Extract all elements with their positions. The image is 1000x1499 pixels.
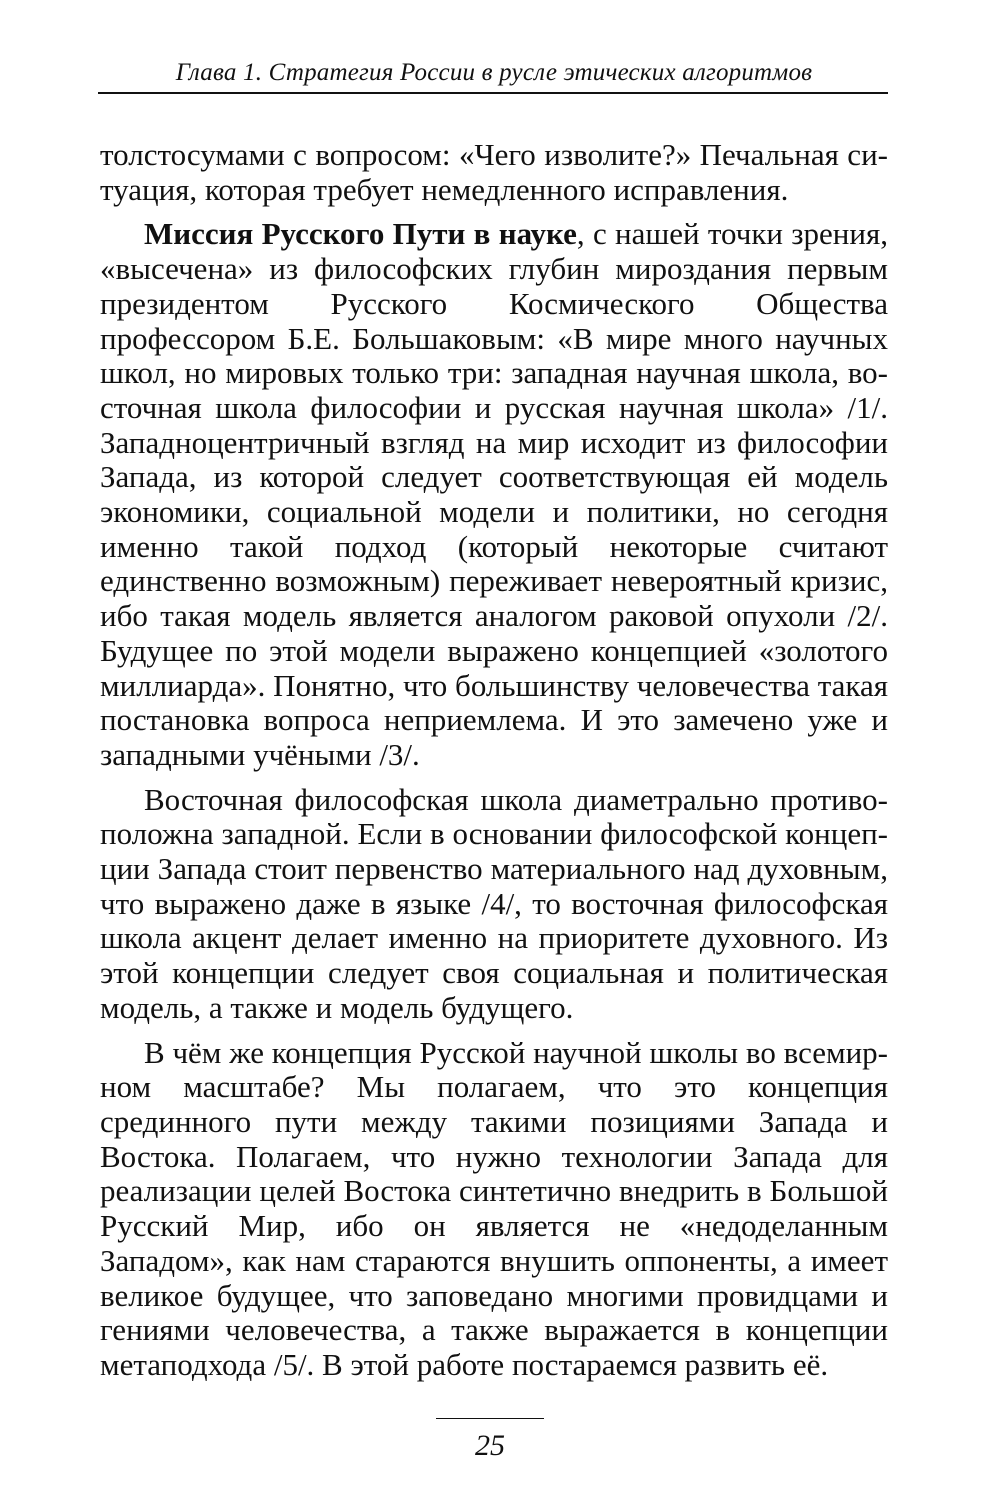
paragraph-1: толстосумами с вопросом: «Чего изволите?» Печальная ситуация, которая требует немедленного исправления.	[100, 137, 888, 207]
paragraph-3: Восточная философская школа диаметрально противоположна западной. Если в основании философской концепции Запада стоит первенство материального над духовным, что выражено даже в языке /4/, то восточная философская школа акцент делает именно на приоритете духовного. Из этой концепции следует своя социальная и политическая модель, а также и модель будущего.	[100, 781, 888, 1025]
paragraph-2-text: , с нашей точки зрения, «высечена» из философских глубин мироздания первым президентом Русского Космического Общества профессором Б.Е. Большаковым: «В мире много научных школ, но мировых только три: западная научная школа, восточная школа философии и русская научная школа» /1/. Западноцентричный взгляд на мир исходит из философии Запада, из которой следует соответствующая ей модель экономики, социальной модели и политики, но сегодня именно такой подход (который некоторые считают единственно возможным) переживает невероятный кризис, ибо такая модель является аналогом раковой опухоли /2/. Будущее по этой модели выражено концепцией «золотого миллиарда». Понятно, что большинству человечества такая постановка вопроса неприемлема. И это замечено уже и западными учёными /3/.	[100, 216, 888, 772]
header-rule	[98, 92, 888, 94]
paragraph-2-bold-lead: Миссия Русского Пути в науке	[144, 216, 577, 252]
paragraph-2	[100, 217, 888, 772]
running-header-title: Глава 1. Стратегия России в русле этических алгоритмов	[175, 59, 813, 86]
paragraph-4: В чём же концепция Русской научной школы во всемирном масштабе? Мы полагаем, что это концепция срединного пути между такими позициями Запада и Востока. Полагаем, что нужно технологии Запада для реализации целей Востока синтетично внедрить в Большой Русский Мир, ибо он является не «недоделанным Западом», как нам стараются внушить оппоненты, а имеет великое будущее, что заповедано многими провидцами и гениями человечества, а также выражается в концепции метаподхода /5/. В этой работе постараемся развить её.	[100, 1034, 888, 1382]
page-number: 25	[475, 1429, 505, 1462]
footer-rule	[436, 1418, 544, 1419]
main-text	[100, 138, 888, 1393]
